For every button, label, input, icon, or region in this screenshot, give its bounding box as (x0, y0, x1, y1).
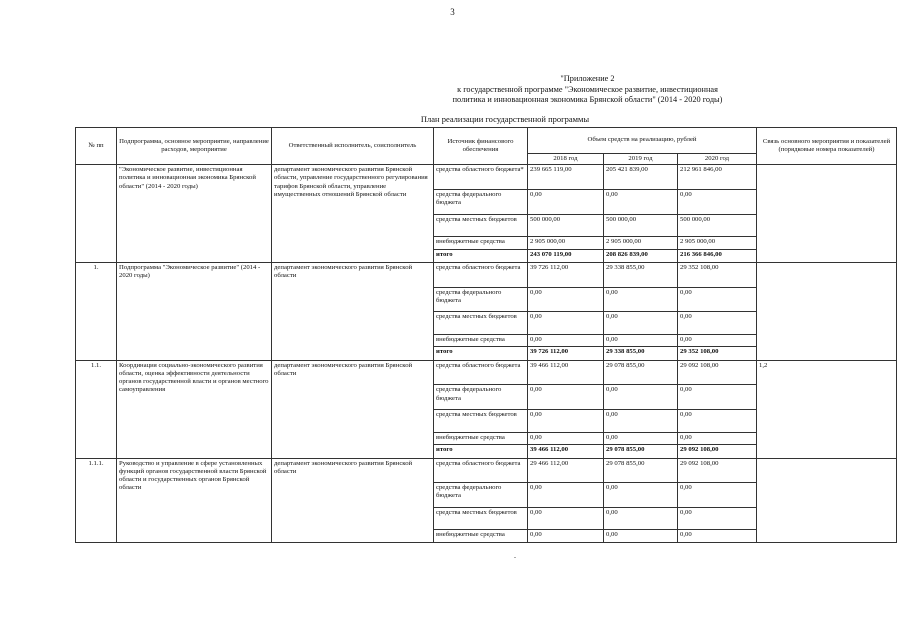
row-value-2018: 500 000,00 (528, 214, 604, 236)
row-indicator-link (757, 458, 897, 542)
row-indicator-link (757, 165, 897, 263)
appendix-line-2: к государственной программе "Экономическое развитие, инвестиционная (457, 84, 718, 94)
header-year-2020: 2020 год (678, 154, 757, 165)
row-value-2018: 0,00 (528, 312, 604, 334)
row-source: средства местных бюджетов (434, 214, 528, 236)
header-subprogram: Подпрограмма, основное мероприятие, направление расходов, мероприятие (117, 128, 272, 165)
row-value-2018: 0,00 (528, 530, 604, 543)
header-year-2019: 2019 год (604, 154, 678, 165)
row-value-2020: 29 092 108,00 (678, 445, 757, 458)
row-value-2020: 0,00 (678, 432, 757, 445)
row-value-2019: 0,00 (604, 334, 678, 347)
row-value-2019: 0,00 (604, 507, 678, 529)
row-source: средства областного бюджета (434, 458, 528, 483)
row-subprogram-name: Руководство и управление в сфере установленных функций органов государственной власти Брянской области и государственных органов Брянской области (117, 458, 272, 542)
row-value-2020: 29 092 108,00 (678, 360, 757, 385)
row-value-2019: 29 338 855,00 (604, 347, 678, 360)
plan-table (75, 127, 897, 543)
row-source: средства федерального бюджета (434, 483, 528, 508)
row-source: средства федерального бюджета (434, 385, 528, 410)
row-value-2018: 0,00 (528, 334, 604, 347)
header-executor: Ответственный исполнитель, соисполнитель (272, 128, 434, 165)
table-body (76, 165, 897, 543)
row-value-2018: 239 665 119,00 (528, 165, 604, 190)
row-value-2018: 0,00 (528, 507, 604, 529)
row-value-2019: 0,00 (604, 189, 678, 214)
row-number: 1.1. (76, 360, 117, 458)
row-number: 1.1.1. (76, 458, 117, 542)
row-indicator-link (757, 262, 897, 360)
row-value-2020: 0,00 (678, 334, 757, 347)
row-value-2019: 29 078 855,00 (604, 360, 678, 385)
row-source: средства областного бюджета* (434, 165, 528, 190)
table-row (76, 458, 897, 483)
row-value-2018: 39 726 112,00 (528, 347, 604, 360)
row-value-2018: 39 466 112,00 (528, 445, 604, 458)
row-executor: департамент экономического развития Брянской области (272, 262, 434, 360)
table-row (76, 165, 897, 190)
row-value-2020: 0,00 (678, 312, 757, 334)
row-source: итого (434, 249, 528, 262)
header-source: Источник финансового обеспечения (434, 128, 528, 165)
row-source: средства местных бюджетов (434, 507, 528, 529)
page-number: 3 (450, 7, 455, 17)
row-value-2018: 29 466 112,00 (528, 458, 604, 483)
appendix-line-3: политика и инновационная экономика Брянской области" (2014 - 2020 годы) (452, 95, 723, 105)
plan-title: План реализации государственной программы (420, 114, 590, 124)
row-value-2019: 0,00 (604, 410, 678, 432)
row-value-2018: 0,00 (528, 189, 604, 214)
footer-mark: - (514, 555, 516, 561)
appendix-line-1: "Приложение 2 (560, 74, 615, 83)
row-value-2018: 2 905 000,00 (528, 236, 604, 249)
header-row (76, 128, 897, 154)
row-value-2019: 500 000,00 (604, 214, 678, 236)
row-value-2019: 208 826 839,00 (604, 249, 678, 262)
row-subprogram-name: "Экономическое развитие, инвестиционная политика и инновационная экономика Брянской области" (2014 - 2020 годы) (117, 165, 272, 263)
row-value-2018: 0,00 (528, 385, 604, 410)
row-value-2018: 0,00 (528, 287, 604, 312)
row-source: внебюджетные средства (434, 236, 528, 249)
row-executor: департамент экономического развития Брянской области (272, 360, 434, 458)
row-subprogram-name: Координация социально-экономического развития области, оценка эффективности деятельности органов государственной власти и органов местного самоуправления (117, 360, 272, 458)
row-value-2020: 0,00 (678, 483, 757, 508)
row-value-2019: 2 905 000,00 (604, 236, 678, 249)
row-value-2019: 0,00 (604, 287, 678, 312)
row-value-2019: 29 078 855,00 (604, 458, 678, 483)
row-value-2020: 29 092 108,00 (678, 458, 757, 483)
row-source: внебюджетные средства (434, 432, 528, 445)
row-value-2020: 0,00 (678, 385, 757, 410)
row-value-2020: 216 366 846,00 (678, 249, 757, 262)
row-value-2018: 39 726 112,00 (528, 262, 604, 287)
row-source: средства областного бюджета (434, 360, 528, 385)
row-value-2018: 0,00 (528, 432, 604, 445)
row-source: внебюджетные средства (434, 530, 528, 543)
row-number: 1. (76, 262, 117, 360)
appendix-header (420, 74, 755, 106)
row-value-2020: 500 000,00 (678, 214, 757, 236)
row-value-2020: 29 352 108,00 (678, 347, 757, 360)
row-value-2019: 0,00 (604, 483, 678, 508)
row-value-2020: 0,00 (678, 507, 757, 529)
row-value-2018: 39 466 112,00 (528, 360, 604, 385)
row-value-2020: 29 352 108,00 (678, 262, 757, 287)
row-source: средства областного бюджета (434, 262, 528, 287)
row-indicator-link: 1,2 (757, 360, 897, 458)
row-source: средства федерального бюджета (434, 287, 528, 312)
header-num: № пп (76, 128, 117, 165)
row-value-2019: 29 078 855,00 (604, 445, 678, 458)
table-row (76, 360, 897, 385)
row-value-2019: 0,00 (604, 432, 678, 445)
header-year-2018: 2018 год (528, 154, 604, 165)
row-executor: департамент экономического развития Брянской области, управление государственного регулирования тарифов Брянской области, управление имущественных отношений Брянской области (272, 165, 434, 263)
header-link: Связь основного мероприятия и показателей (порядковые номера показателей) (757, 128, 897, 165)
row-value-2018: 0,00 (528, 410, 604, 432)
row-number (76, 165, 117, 263)
row-value-2019: 0,00 (604, 312, 678, 334)
row-value-2019: 0,00 (604, 385, 678, 410)
row-source: внебюджетные средства (434, 334, 528, 347)
row-executor: департамент экономического развития Брянской области (272, 458, 434, 542)
row-source: итого (434, 445, 528, 458)
row-subprogram-name: Подпрограмма "Экономическое развитие" (2014 - 2020 годы) (117, 262, 272, 360)
row-value-2020: 2 905 000,00 (678, 236, 757, 249)
row-source: средства федерального бюджета (434, 189, 528, 214)
row-value-2018: 0,00 (528, 483, 604, 508)
row-value-2020: 0,00 (678, 287, 757, 312)
row-source: средства местных бюджетов (434, 312, 528, 334)
table-row (76, 262, 897, 287)
row-value-2020: 0,00 (678, 530, 757, 543)
row-value-2020: 0,00 (678, 410, 757, 432)
row-value-2019: 29 338 855,00 (604, 262, 678, 287)
row-value-2019: 205 421 839,00 (604, 165, 678, 190)
row-source: итого (434, 347, 528, 360)
row-value-2020: 0,00 (678, 189, 757, 214)
row-source: средства местных бюджетов (434, 410, 528, 432)
row-value-2020: 212 961 846,00 (678, 165, 757, 190)
row-value-2019: 0,00 (604, 530, 678, 543)
header-volume: Объем средств на реализацию, рублей (528, 128, 757, 154)
row-value-2018: 243 070 119,00 (528, 249, 604, 262)
